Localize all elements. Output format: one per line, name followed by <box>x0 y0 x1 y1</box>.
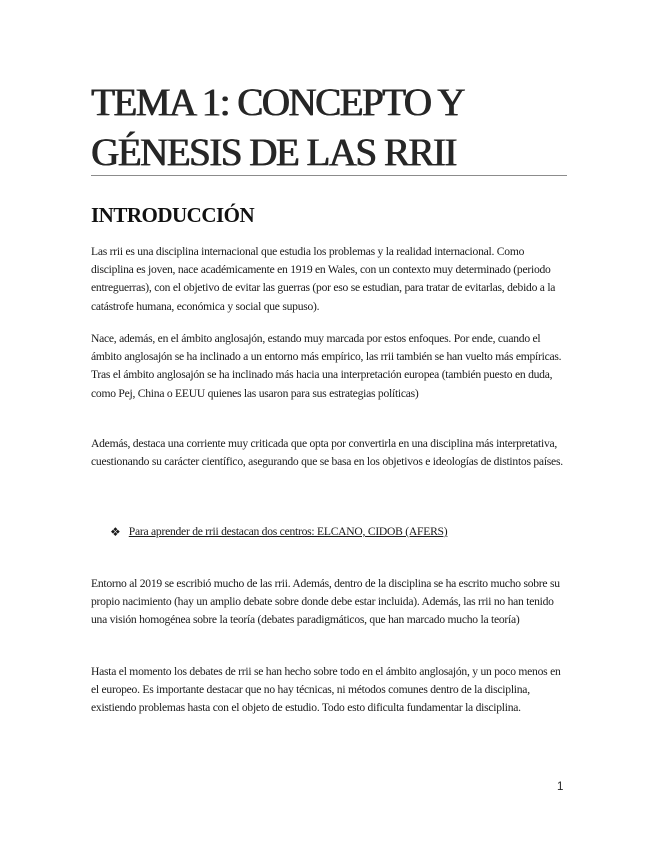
bullet-text: Para aprender de rrii destacan dos centros: ELCANO, CIDOB (AFERS) <box>128 525 448 538</box>
paragraph-3: Además, destaca una corriente muy criticada que opta por convertirla en una disciplina más interpretativa, cuestionando su carácter científico, asegurando que se basa en los objetivos e ideologías de distintos países. <box>91 437 563 469</box>
paragraph-4: Entorno al 2019 se escribió mucho de las rrii. Además, dentro de la disciplina se ha escrito mucho sobre su propio nacimiento (hay un amplio debate sobre donde debe estar incluida). Además, las rrii no han tenido una visión homogénea sobre la teoría (debates paradigmáticos, que han marcado mucho la teoría) <box>91 577 560 627</box>
section-heading: INTRODUCCIÓN <box>91 203 255 227</box>
title-divider <box>91 175 567 176</box>
bullet-item <box>110 524 447 540</box>
page-number: 1 <box>557 781 564 793</box>
title-line-2: GÉNESIS DE LAS RRII <box>91 131 456 174</box>
diamond-bullet-icon: ❖ <box>110 525 121 539</box>
paragraph-2: Nace, además, en el ámbito anglosajón, estando muy marcada por estos enfoques. Por ende, cuando el ámbito anglosajón se ha inclinado a un entorno más empírico, las rrii también se han vuelto más empíricas. Tras el ámbito anglosajón se ha inclinado más hacia una interpretación europea (también puesto en duda, como Pej, China o EEUU quienes las usaron para sus estrategias políticas) <box>91 332 562 400</box>
paragraph-5: Hasta el momento los debates de rrii se han hecho sobre todo en el ámbito anglosajón, y un poco menos en el europeo. Es importante destacar que no hay técnicas, ni métodos comunes dentro de la disciplina, existiendo problemas hasta con el objeto de estudio. Todo esto dificulta fundamentar la disciplina. <box>91 665 561 715</box>
title-line-1: TEMA 1: CONCEPTO Y <box>91 81 464 124</box>
document-title <box>91 78 571 178</box>
paragraph-1: Las rrii es una disciplina internacional que estudia los problemas y la realidad internacional. Como disciplina es joven, nace académicamente en 1919 en Wales, con un contexto muy determinado (periodo entreguerras), con el objetivo de evitar las guerras (por eso se estudian, para tratar de evitarlas, debido a la catástrofe humana, económica y social que supuso). <box>91 245 556 313</box>
